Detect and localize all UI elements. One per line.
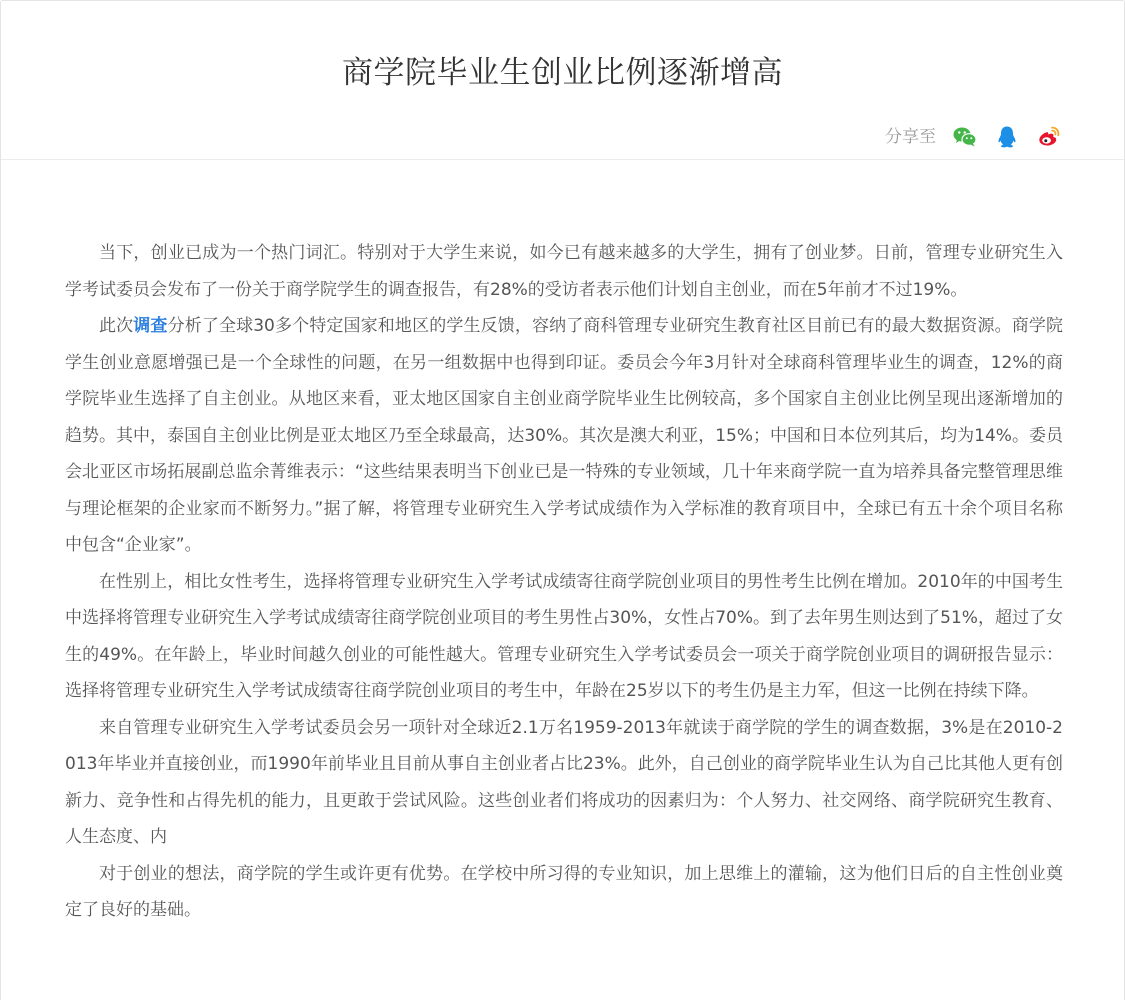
share-label: 分享至	[885, 127, 936, 147]
wechat-icon[interactable]	[952, 124, 978, 150]
article-paragraph: 来自管理专业研究生入学考试委员会另一项针对全球近2.1万名1959-2013年就读于商学院的学生的调查数据，3%是在2010-2013年毕业并直接创业，而1990年前毕业且目前从事自主创业者占比23%。此外，自己创业的商学院毕业生认为自己比其他人更有创新力、竞争性和占得先机的能力，且更敢于尝试风险。这些创业者们将成功的因素归为：个人努力、社交网络、商学院研究生教育、人生态度、内	[65, 717, 1063, 847]
article-header	[1, 1, 1124, 160]
weibo-icon[interactable]	[1036, 124, 1062, 150]
survey-link[interactable]: 调查	[133, 316, 168, 336]
article-paragraph: 当下，创业已成为一个热门词汇。特别对于大学生来说，如今已有越来越多的大学生，拥有了创业梦。日前，管理专业研究生入学考试委员会发布了一份关于商学院学生的调查报告，有28%的受访者表示他们计划自主创业，而在5年前才不过19%。	[65, 243, 1063, 300]
article-body	[65, 235, 1063, 929]
article-paragraph: 对于创业的想法，商学院的学生或许更有优势。在学校中所习得的专业知识，加上思维上的灌输，这为他们日后的自主性创业奠定了良好的基础。	[65, 863, 1063, 920]
article-paragraph	[65, 308, 1063, 564]
page-title: 商学院毕业生创业比例逐渐增高	[342, 55, 783, 91]
article-paragraph: 在性别上，相比女性考生，选择将管理专业研究生入学考试成绩寄往商学院创业项目的男性考生比例在增加。2010年的中国考生中选择将管理专业研究生入学考试成绩寄往商学院创业项目的考生男性占30%，女性占70%。到了去年男生则达到了51%，超过了女生的49%。在年龄上，毕业时间越久创业的可能性越大。管理专业研究生入学考试委员会一项关于商学院创业项目的调研报告显示：选择将管理专业研究生入学考试成绩寄往商学院创业项目的考生中，年龄在25岁以下的考生仍是主力军，但这一比例在持续下降。	[65, 571, 1063, 701]
paragraph-text: 分析了全球30多个特定国家和地区的学生反馈，容纳了商科管理专业研究生教育社区目前已有的最大数据资源。商学院学生创业意愿增强已是一个全球性的问题，在另一组数据中也得到印证。委员会今年3月针对全球商科管理毕业生的调查，12%的商学院毕业生选择了自主创业。从地区来看，亚太地区国家自主创业商学院毕业生比例较高，多个国家自主创业比例呈现出逐渐增加的趋势。其中，泰国自主创业比例是亚太地区乃至全球最高，达30%。其次是澳大利亚，15%；中国和日本位列其后，均为14%。委员会北亚区市场拓展副总监余菁维表示：“这些结果表明当下创业已是一特殊的专业领域，几十年来商学院一直为培养具备完整管理思维与理论框架的企业家而不断努力。”据了解，将管理专业研究生入学考试成绩作为入学标准的教育项目中，全球已有五十余个项目名称中包含“企业家”。	[65, 316, 1064, 555]
share-bar	[885, 123, 1062, 151]
paragraph-text: 此次	[99, 316, 134, 336]
qq-icon[interactable]	[994, 124, 1020, 150]
